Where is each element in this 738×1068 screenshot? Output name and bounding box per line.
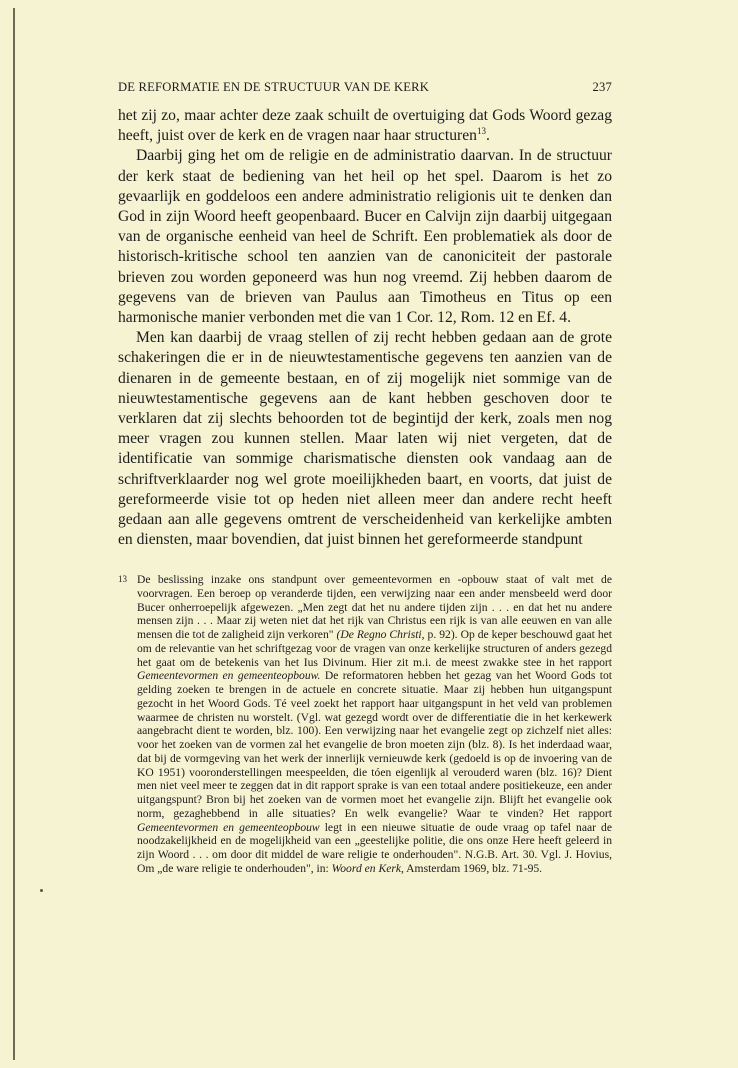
page-edge-line <box>13 8 15 1060</box>
paragraph-2: Daarbij ging het om de religie en de administratio daarvan. In de structuur der kerk staat de bediening van het heil op het spel. Daarom is het zo gevaarlijk en goddeloos een andere administratio religionis uit te denken dan God in zijn Woord heeft geopenbaard. Bucer en Calvijn zijn daarbij uitgegaan van de organische eenheid van heel de Schrift. Een problematiek als door de historisch-kritische school ten aanzien van de canoniciteit der pastorale brieven zou worden geponeerd was hun nog vreemd. Zij hebben daarom de gegevens van de brieven van Paulus aan Timotheus en Titus op een harmonische manier verbonden met die van 1 Cor. 12, Rom. 12 en Ef. 4. <box>118 147 612 327</box>
footnote-number: 13 <box>118 574 127 584</box>
footnote-report-title: Gemeentevormen en gemeenteopbouw. <box>137 669 321 683</box>
paragraph-1-text: het zij zo, maar achter deze zaak schuilt de overtuiging dat Gods Woord gezag heeft, juist over de kerk en de vragen naar haar structuren <box>118 107 612 145</box>
footnote-text-part-4: legt in een nieuwe situatie de oude vraag op tafel naar de noodzakelijkheid en de mogelijkheid van een „geestelijke politie, die ons onze Here heeft geleerd in zijn Woord . . . om door dit middel de ware religie te onderhouden". N.G.B. Art. 30. Vgl. J. Hovius, Om „de ware religie te onderhouden", in: <box>137 820 612 875</box>
body-text <box>118 106 612 550</box>
footnote-report-title-2: Gemeentevormen en gemeenteopbouw <box>137 820 320 834</box>
margin-mark <box>40 889 43 892</box>
paragraph-3: Men kan daarbij de vraag stellen of zij recht hebben gedaan aan de grote schakeringen die er in de nieuwtestamentische gegevens ten aanzien van de dienaren in de gemeente bestaan, en of zij mogelijk niet sommige van de nieuwtestamentische gegevens aan de kant hebben geschoven door te verklaren dat zij slechts behoorden tot de begintijd der kerk, zoals men nog meer vragen zou kunnen stellen. Maar laten wij niet vergeten, dat de identificatie van sommige charismatische diensten ook vandaag aan de schriftverklaarder nog wel grote moeilijkheden baart, en voorts, dat juist de gereformeerde visie tot op heden niet alleen meer dan andere recht heeft gedaan aan alle gegevens omtrent de verscheidenheid van kerkelijke ambten en diensten, maar bovendien, dat juist binnen het gereformeerde standpunt <box>118 329 612 549</box>
footnote-citation-de-regno-christi: (De Regno Christi, <box>336 628 425 641</box>
footnote-text <box>137 573 612 876</box>
running-title: DE REFORMATIE EN DE STRUCTUUR VAN DE KERK <box>118 80 430 94</box>
paragraph-1-end: . <box>485 127 490 145</box>
footnote-text-part-1: De beslissing inzake ons standpunt over gemeentevormen en -opbouw staat of valt met de voorvragen. Een beroep op veranderde tijden, een verwijzing naar een ander mensbeeld werd door Bucer onherroepelijk afgewezen. „Men zegt dat het nu andere tijden zijn . . . en dat het nu andere mensen zijn . . . Maar zij weten niet dat het rijk van Christus een rijk is van alle eeuwen en van alle mensen die tot de zaligheid zijn verkoren" <box>137 573 612 641</box>
paragraph-1 <box>118 106 612 146</box>
footnote-citation-woord-en-kerk: Woord en Kerk, <box>331 861 404 875</box>
footnote-reference: 13 <box>476 126 486 137</box>
footnote-text-part-3: De reformatoren hebben het gezag van het Woord Gods tot gelding zoeken te brengen in de actuele en concrete situatie. Maar zij hebben hun uitgangspunt gezocht in het Woord Gods. Té veel zoekt het rapport haar uitgangspunt in het veld van problemen waarmee de christen nu worstelt. (Vgl. wat gezegd wordt over de differentiatie die in het kerkewerk aangebracht dient te worden, blz. 100). Een verwijzing naar het evangelie zegt op zichzelf niet alles: voor het zoeken van de vormen zal het evangelie de bron moeten zijn (blz. 8). Is het inderdaad waar, dat bij de vormgeving van het werk der innerlijk vernieuwde kerk (gedoeld is op de invoering van de KO 1951) vooronderstellingen meespeelden, die tóen eigenlijk al verouderd waren (blz. 16)? Dient men niet veel meer te zeggen dat in dit rapport sprake is van een totaal andere positiekeuze, een ander uitgangspunt? Bron bij het zoeken van de vormen moet het evangelie zijn. Blijft het evangelie ook norm, gezaghebbend in alle situaties? En welk evangelie? Waar te vinden? Het rapport <box>137 669 612 820</box>
footnote-text-part-5: Amsterdam 1969, blz. 71-95. <box>403 861 543 875</box>
running-header <box>118 80 612 96</box>
page-number: 237 <box>592 80 612 94</box>
footnote-text-part-2: p. 92). Op de keper beschouwd gaat het om de relevantie van het schriftgezag voor de vragen van onze kerkelijke structuren of anders gezegd het gaat om de betekenis van het Ius Divinum. Hier zit m.i. de meest zwakke stee in het rapport <box>137 628 612 669</box>
